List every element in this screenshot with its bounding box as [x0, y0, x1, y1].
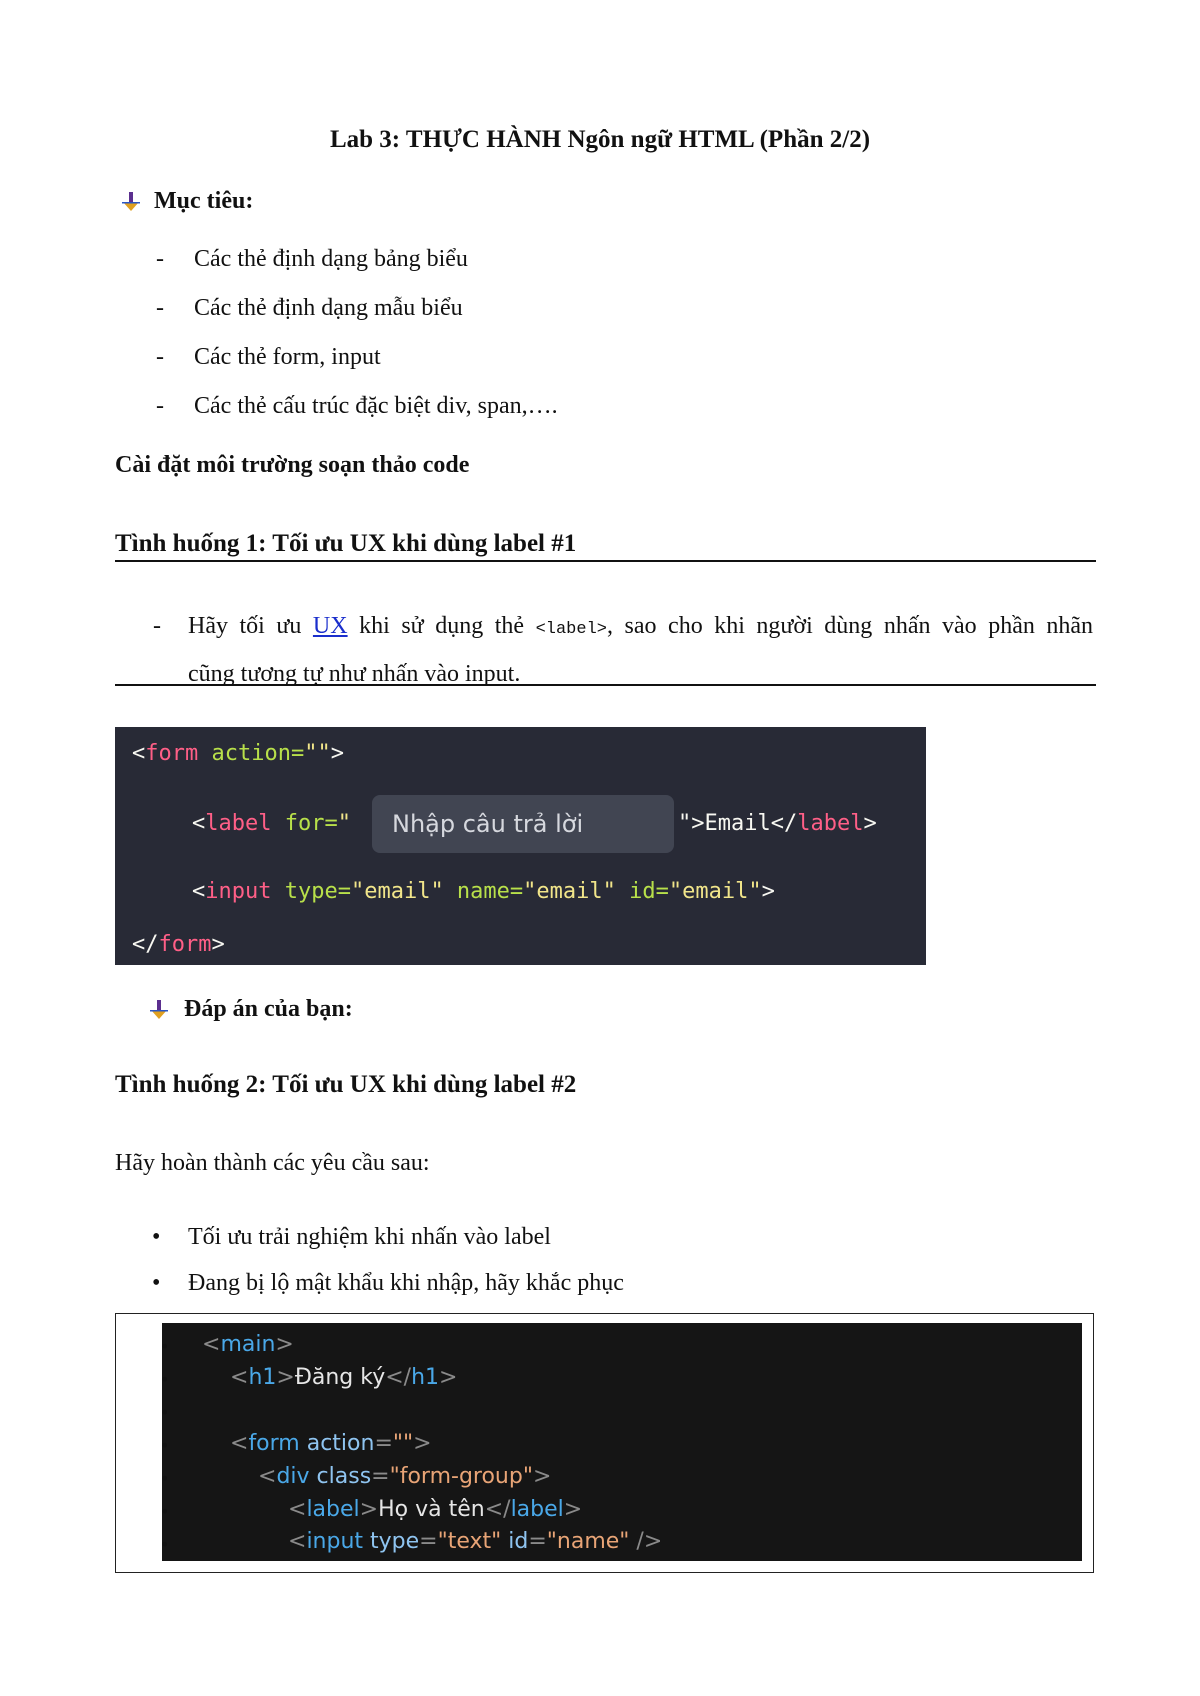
code-bullet: • [160, 1337, 170, 1356]
code-line: <h1>Đăng ký</h1> [230, 1365, 458, 1390]
code-line: <input type="text" id="name" /> [288, 1529, 663, 1554]
arrow-bullet-icon [150, 1000, 168, 1020]
goal-item: - Các thẻ định dạng mẫu biểu [156, 295, 463, 321]
code-line: <main> [202, 1332, 294, 1357]
install-heading: Cài đặt môi trường soạn thảo code [115, 452, 470, 478]
answer-label [150, 996, 353, 1023]
answer-input[interactable]: Nhập câu trả lời [372, 795, 674, 853]
page-title: Lab 3: THỰC HÀNH Ngôn ngữ HTML (Phần 2/2) [329, 126, 871, 153]
divider [115, 560, 1096, 562]
code-bullet: • [160, 1469, 170, 1488]
divider [115, 684, 1096, 686]
code-bullet: • [160, 1535, 170, 1554]
code-bullet: • [160, 1370, 170, 1389]
code-line: <label>Họ và tên</label> [288, 1497, 583, 1522]
code-bullet: • [160, 1502, 170, 1521]
code-bullet: • [160, 1403, 170, 1422]
code-block-2 [162, 1323, 1082, 1561]
answer-label-text: Đáp án của bạn: [184, 996, 353, 1022]
code-block-1 [115, 727, 926, 965]
code-bullet: • [160, 1436, 170, 1455]
code-line: <form action=""> [132, 741, 344, 766]
code-line: <form action=""> [230, 1431, 432, 1456]
case2-intro: Hãy hoàn thành các yêu cầu sau: [115, 1150, 430, 1176]
goal-item: - Các thẻ form, input [156, 344, 381, 370]
case2-title: Tình huống 2: Tối ưu UX khi dùng label #2 [115, 1071, 577, 1098]
code-line: <input type="email" name="email" id="email"> [192, 879, 775, 904]
requirement-item: • Tối ưu trải nghiệm khi nhấn vào label [152, 1224, 551, 1250]
case1-description: - Hãy tối ưu UX khi sử dụng thẻ <label>, sao cho khi người dùng nhấn vào phần nhãn cũng tương tự như nhấn vào input. [153, 613, 1094, 687]
goal-heading-text: Mục tiêu: [154, 188, 254, 214]
requirement-item: • Đang bị lộ mật khẩu khi nhập, hãy khắc phục [152, 1270, 624, 1296]
label-tag-code: <label> [535, 620, 607, 639]
code-line: <label for=" [192, 811, 351, 836]
goal-item: - Các thẻ cấu trúc đặc biệt div, span,…. [156, 393, 558, 419]
goal-item: - Các thẻ định dạng bảng biểu [156, 246, 468, 272]
code-line: ">Email</label> [678, 811, 877, 836]
ux-link[interactable]: UX [312, 613, 348, 639]
code-line: </form> [132, 932, 225, 957]
arrow-bullet-icon [122, 192, 140, 212]
goal-heading [122, 188, 253, 215]
case1-title: Tình huống 1: Tối ưu UX khi dùng label #1 [115, 530, 577, 557]
code-line: <div class="form-group"> [258, 1464, 552, 1489]
